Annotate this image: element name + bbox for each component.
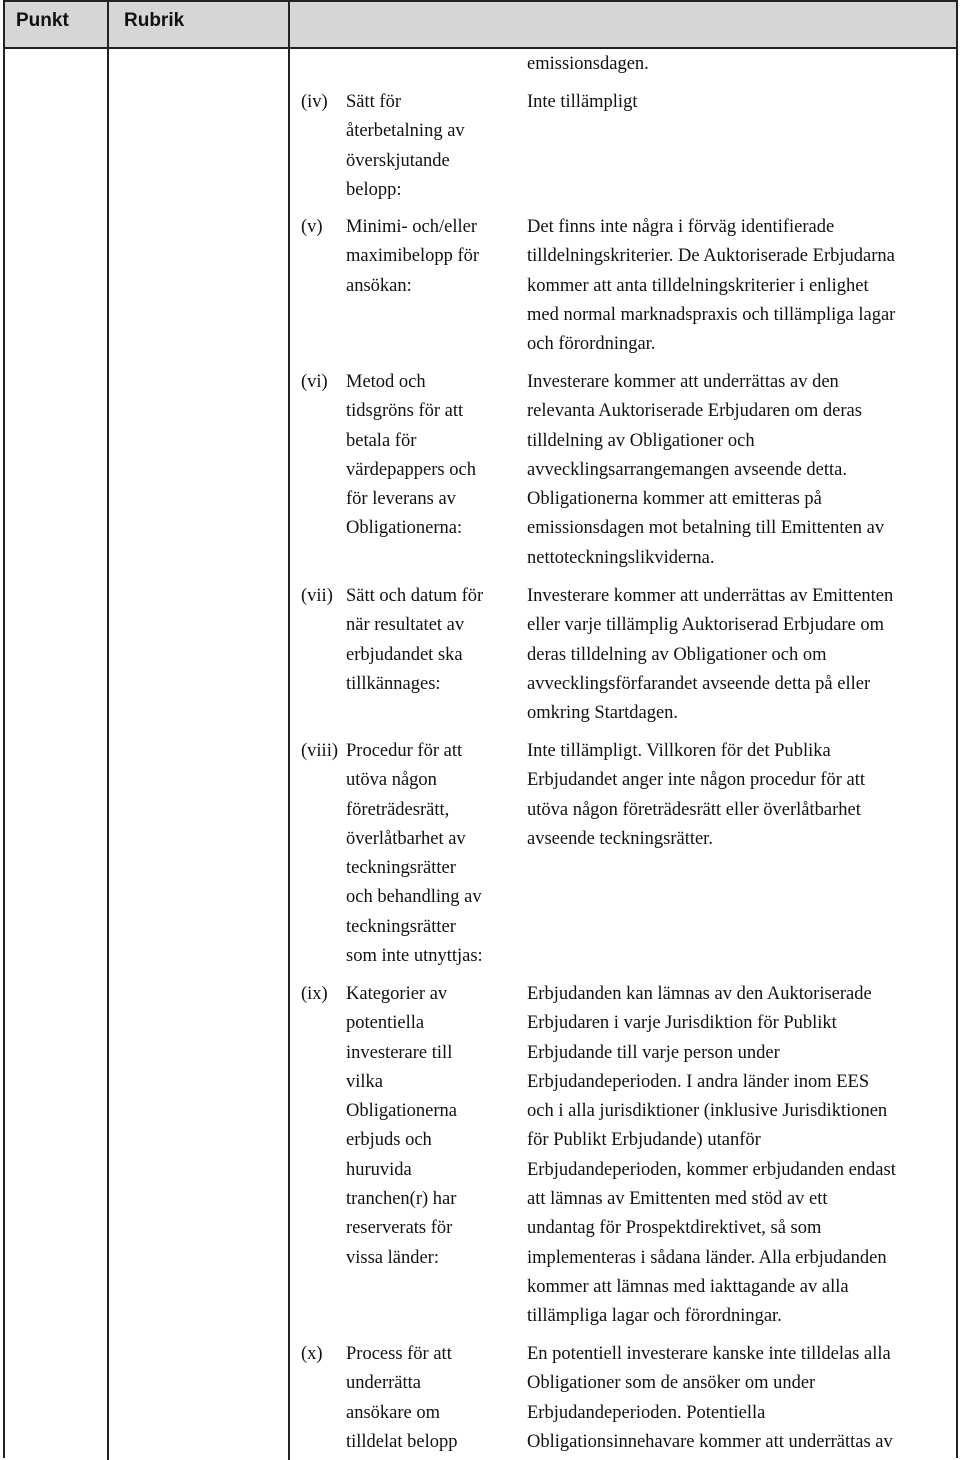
table-header — [5, 2, 956, 49]
leading-text: emissionsdagen. — [527, 54, 649, 74]
row-number: (iv) — [301, 92, 328, 112]
row-number: (ix) — [301, 984, 328, 1004]
row-text: Inte tillämpligt. Villkoren för det Publika Erbjudandet anger inte någon procedur för att utöva någon företrädesrätt eller överlåtbarhet avseende teckningsrätter. — [527, 741, 866, 849]
row-text: Investerare kommer att underrättas av den relevanta Auktoriserade Erbjudaren om deras tilldelning av Obligationer och avvecklingsarrangemangen avseende detta. Obligationerna kommer att emitteras på emissionsdagen mot betalning till Emittenten av nettoteckningslikviderna. — [527, 372, 885, 568]
header-punkt: Punkt — [16, 10, 69, 31]
row-label: Sätt för återbetalning av överskjutande belopp: — [346, 92, 465, 200]
row-number: (viii) — [301, 741, 338, 761]
row-label: Minimi- och/eller maximibelopp för ansökan: — [346, 217, 480, 296]
row-label: Process för att underrätta ansökare om tilldelat belopp — [346, 1344, 458, 1452]
document-table — [3, 0, 958, 1458]
row-text: Investerare kommer att underrättas av Emittenten eller varje tillämplig Auktoriserad Erbjudare om deras tilldelning av Obligationer och om avvecklingsförfarandet avseende detta på eller omkring Startdagen. — [527, 586, 894, 724]
row-number: (v) — [301, 217, 323, 237]
row-label: Procedur för att utöva någon företrädesrätt, överlåtbarhet av teckningsrätter och behandling av teckningsrätter som inte utnyttjas: — [346, 741, 483, 967]
column-divider-1 — [107, 2, 109, 1460]
row-text: Erbjudanden kan lämnas av den Auktoriserade Erbjudaren i varje Jurisdiktion för Publikt Erbjudande till varje person under Erbjudandeperioden. I andra länder inom EES och i alla jurisdiktioner (inklusive Jurisdiktionen för Publikt Erbjudande) utanför Erbjudandeperioden, kommer erbjudanden endast att lämnas av Emittenten med stöd av ett undantag för Prospektdirektivet, så som implementeras i sådana länder. Alla erbjudanden kommer att lämnas med iakttagande av alla tillämpliga lagar och förordningar. — [527, 984, 896, 1327]
row-number: (vii) — [301, 586, 333, 606]
column-divider-2 — [288, 2, 290, 1460]
row-label: Sätt och datum för när resultatet av erbjudandet ska tillkännages: — [346, 586, 484, 694]
row-text: Det finns inte några i förväg identifierade tilldelningskriterier. De Auktoriserade Erbjudarna kommer att anta tilldelningskriterier i enlighet med normal marknadspraxis och tillämpliga lagar och förordningar. — [527, 217, 896, 355]
header-rubrik: Rubrik — [124, 10, 185, 31]
row-text: En potentiell investerare kanske inte tilldelas alla Obligationer som de ansöker om under Erbjudandeperioden. Potentiella Obligationsinnehavare kommer att underrättas av — [527, 1344, 893, 1452]
row-number: (x) — [301, 1344, 323, 1364]
row-number: (vi) — [301, 372, 328, 392]
row-label: Metod och tidsgröns för att betala för värdepappers och för leverans av Obligationerna: — [346, 372, 476, 539]
row-label: Kategorier av potentiella investerare till vilka Obligationerna erbjuds och huruvida tranchen(r) har reserverats för vissa länder: — [346, 984, 457, 1268]
row-text: Inte tillämpligt — [527, 92, 638, 112]
